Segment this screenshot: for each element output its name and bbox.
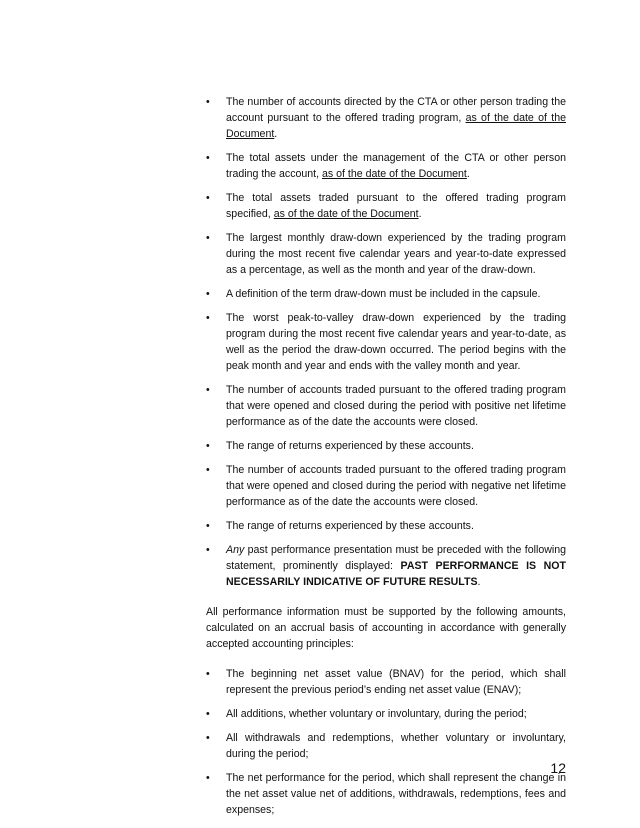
list-item-text: The net performance for the period, which shall represent the change in the net asset value net of additions, withdrawals, redemptions, fees and expenses; <box>226 772 566 816</box>
page-content <box>206 94 566 826</box>
list-item <box>206 382 566 430</box>
list-item-text: . <box>466 168 470 180</box>
list-item-text: Any <box>226 544 245 556</box>
list-item-text: The range of returns experienced by these accounts. <box>226 440 474 452</box>
bullet-icon: • <box>206 152 210 164</box>
list-item-text: . <box>418 208 422 220</box>
bullet-icon: • <box>206 96 210 108</box>
list-item-text: The total assets traded pursuant to the offered trading program specified, <box>226 192 566 220</box>
list-item-text: The range of returns experienced by these accounts. <box>226 520 474 532</box>
bullet-icon: • <box>206 232 210 244</box>
list-item-text: . <box>477 576 481 588</box>
list-item <box>206 190 566 222</box>
page-number: 12 <box>550 760 566 776</box>
list-item-text: . <box>274 128 278 140</box>
amounts-list <box>206 666 566 818</box>
bullet-icon: • <box>206 708 210 720</box>
list-item <box>206 706 566 722</box>
list-item <box>206 438 566 454</box>
requirements-list <box>206 94 566 590</box>
list-item-text: The number of accounts traded pursuant to the offered trading program that were opened and closed during the period with positive net lifetime performance as of the date the accounts were closed. <box>226 384 566 428</box>
list-item-text: The total assets under the management of the CTA or other person trading the account, <box>226 152 566 180</box>
list-item <box>206 730 566 762</box>
list-item-text: All additions, whether voluntary or involuntary, during the period; <box>226 708 527 720</box>
list-item-text: The largest monthly draw-down experienced by the trading program during the most recent five calendar years and year-to-date expressed as a percentage, as well as the month and year of the draw-down. <box>226 232 566 276</box>
list-item-text: past performance presentation must be preceded with the following statement, prominently displayed: <box>226 544 566 572</box>
list-item <box>206 94 566 142</box>
bullet-icon: • <box>206 544 210 556</box>
list-item-text: as of the date of the Document <box>322 168 467 180</box>
list-item-text: The number of accounts directed by the CTA or other person trading the account pursuant to the offered trading program, <box>226 96 566 124</box>
bullet-icon: • <box>206 772 210 784</box>
list-item <box>206 230 566 278</box>
list-item-text: The number of accounts traded pursuant to the offered trading program that were opened and closed during the period with negative net lifetime performance as of the date the accounts were closed. <box>226 464 566 508</box>
list-item <box>206 770 566 818</box>
bullet-icon: • <box>206 464 210 476</box>
bullet-icon: • <box>206 440 210 452</box>
bullet-icon: • <box>206 384 210 396</box>
bullet-icon: • <box>206 668 210 680</box>
performance-paragraph: All performance information must be supported by the following amounts, calculated on an accrual basis of accounting in accordance with generally accepted accounting principles: <box>206 606 566 650</box>
list-item-text: as of the date of the Document <box>273 208 419 220</box>
list-item <box>206 542 566 590</box>
list-item-text: as of the date of the Document <box>226 112 566 140</box>
bullet-icon: • <box>206 192 210 204</box>
bullet-icon: • <box>206 732 210 744</box>
bullet-icon: • <box>206 520 210 532</box>
list-item <box>206 286 566 302</box>
list-item-text: All withdrawals and redemptions, whether voluntary or involuntary, during the period; <box>226 732 566 760</box>
bullet-icon: • <box>206 288 210 300</box>
list-item <box>206 150 566 182</box>
list-item <box>206 462 566 510</box>
list-item <box>206 310 566 374</box>
list-item-text: The beginning net asset value (BNAV) for the period, which shall represent the previous period’s ending net asset value (ENAV); <box>226 668 566 696</box>
list-item-text: PAST PERFORMANCE IS NOT NECESSARILY INDICATIVE OF FUTURE RESULTS <box>226 560 566 588</box>
list-item <box>206 666 566 698</box>
list-item-text: The worst peak-to-valley draw-down experienced by the trading program during the most recent five calendar years and year-to-date, as well as the period the draw-down occurred. The period begins with the peak month and year and ends with the valley month and year. <box>226 312 566 372</box>
bullet-icon: • <box>206 312 210 324</box>
list-item-text: A definition of the term draw-down must be included in the capsule. <box>226 288 541 300</box>
list-item <box>206 518 566 534</box>
